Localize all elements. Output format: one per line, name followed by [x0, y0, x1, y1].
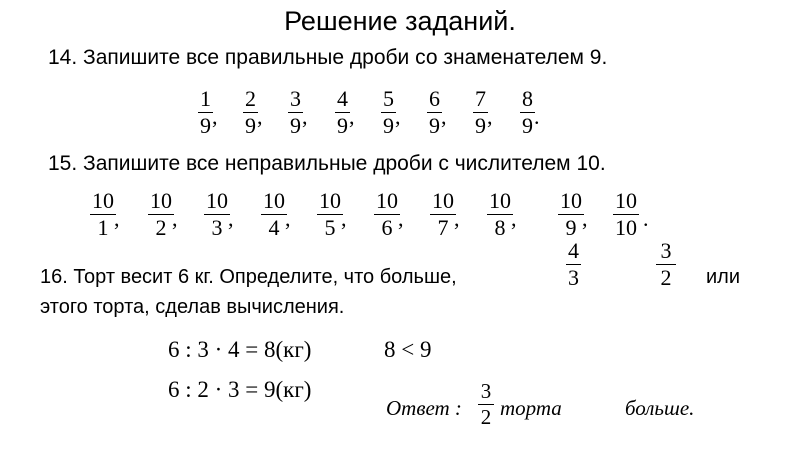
fraction-denominator: 4 [268, 215, 280, 240]
separator: , [441, 104, 447, 129]
separator: , [114, 206, 120, 231]
fraction-numerator: 4 [568, 238, 579, 263]
fraction-denominator: 1 [97, 215, 109, 240]
task-16-text [40, 262, 740, 322]
fraction [317, 190, 343, 239]
fraction [90, 190, 116, 239]
answer-suffix: больше. [625, 396, 695, 420]
fraction-numerator: 5 [383, 86, 394, 111]
fraction-numerator: 10 [376, 188, 398, 213]
fraction [427, 88, 442, 137]
separator: , [582, 206, 588, 231]
fraction [381, 88, 396, 137]
fraction-numerator: 10 [615, 188, 637, 213]
fraction-numerator: 10 [489, 188, 511, 213]
separator: , [398, 206, 404, 231]
separator: , [395, 104, 401, 129]
fraction-numerator: 2 [245, 86, 256, 111]
separator: , [212, 104, 218, 129]
fraction-numerator: 3 [290, 86, 301, 111]
fraction [261, 190, 287, 239]
fraction-three-halves [656, 240, 676, 289]
separator: . [643, 206, 649, 231]
task-15-text: 15. Запишите все неправильные дроби с числителем 10. [48, 152, 606, 175]
separator: , [349, 104, 355, 129]
fraction-denominator: 9 [383, 113, 394, 138]
fraction-denominator: 9 [290, 113, 301, 138]
fraction [430, 190, 456, 239]
task-16-line2: этого торта, сделав вычисления. [40, 296, 345, 318]
fraction-denominator: 7 [437, 215, 449, 240]
separator: , [454, 206, 460, 231]
separator: , [341, 206, 347, 231]
task-14-text: 14. Запишите все правильные дроби со знаменателем 9. [48, 46, 608, 69]
task-16-line1: 16. Торт весит 6 кг. Определите, что больше, [40, 266, 457, 288]
fraction-numerator: 3 [660, 238, 672, 263]
fraction [204, 190, 230, 239]
separator: , [172, 206, 178, 231]
fraction-denominator: 9 [337, 113, 348, 138]
answer-word: торта [500, 396, 562, 420]
fraction-denominator: 8 [494, 215, 506, 240]
fraction [374, 190, 400, 239]
fraction-denominator: 9 [200, 113, 211, 138]
fraction-numerator: 10 [263, 188, 285, 213]
calculation-2: 6 : 2 · 3 = 9(кг) [168, 377, 312, 402]
separator: . [534, 104, 540, 129]
separator: , [487, 104, 493, 129]
fraction [198, 88, 213, 137]
separator: , [285, 206, 291, 231]
separator: , [257, 104, 263, 129]
task-16-or: или [705, 266, 740, 288]
fraction-numerator: 10 [432, 188, 454, 213]
fraction-numerator: 10 [206, 188, 228, 213]
fraction [487, 190, 513, 239]
fraction [335, 88, 350, 137]
fraction-denominator: 2 [660, 265, 672, 290]
fraction-denominator: 9 [565, 215, 577, 240]
answer-prefix: Ответ : [386, 396, 462, 420]
fraction-denominator: 2 [480, 405, 492, 429]
fraction-four-thirds [566, 240, 581, 289]
separator: , [228, 206, 234, 231]
fraction-numerator: 10 [560, 188, 582, 213]
fraction [558, 190, 584, 239]
fraction-denominator: 2 [155, 215, 167, 240]
comparison: 8 < 9 [384, 337, 432, 362]
fraction [243, 88, 258, 137]
separator: , [302, 104, 308, 129]
page-title: Решение заданий. [284, 6, 516, 36]
fraction-numerator: 1 [200, 86, 211, 111]
calculation-1: 6 : 3 · 4 = 8(кг) [168, 337, 312, 362]
fraction [288, 88, 303, 137]
fraction-denominator: 3 [211, 215, 223, 240]
fraction-numerator: 10 [319, 188, 341, 213]
fraction-denominator: 9 [522, 113, 533, 138]
fraction-denominator: 6 [381, 215, 393, 240]
fraction [520, 88, 535, 137]
fraction-numerator: 8 [522, 86, 533, 111]
fraction [148, 190, 174, 239]
fraction-denominator: 5 [324, 215, 336, 240]
fraction [473, 88, 488, 137]
fraction-denominator: 9 [245, 113, 256, 138]
fraction-denominator: 3 [568, 265, 579, 290]
fraction-denominator: 10 [615, 215, 637, 240]
fraction-numerator: 10 [150, 188, 172, 213]
fraction-numerator: 3 [480, 379, 492, 403]
fraction-numerator: 10 [92, 188, 114, 213]
fraction-numerator: 6 [429, 86, 440, 111]
fraction-denominator: 9 [475, 113, 486, 138]
fraction-denominator: 9 [429, 113, 440, 138]
answer-fraction [478, 381, 494, 428]
separator: , [511, 206, 517, 231]
fraction [613, 190, 639, 239]
fraction-numerator: 4 [337, 86, 348, 111]
fraction-numerator: 7 [475, 86, 486, 111]
